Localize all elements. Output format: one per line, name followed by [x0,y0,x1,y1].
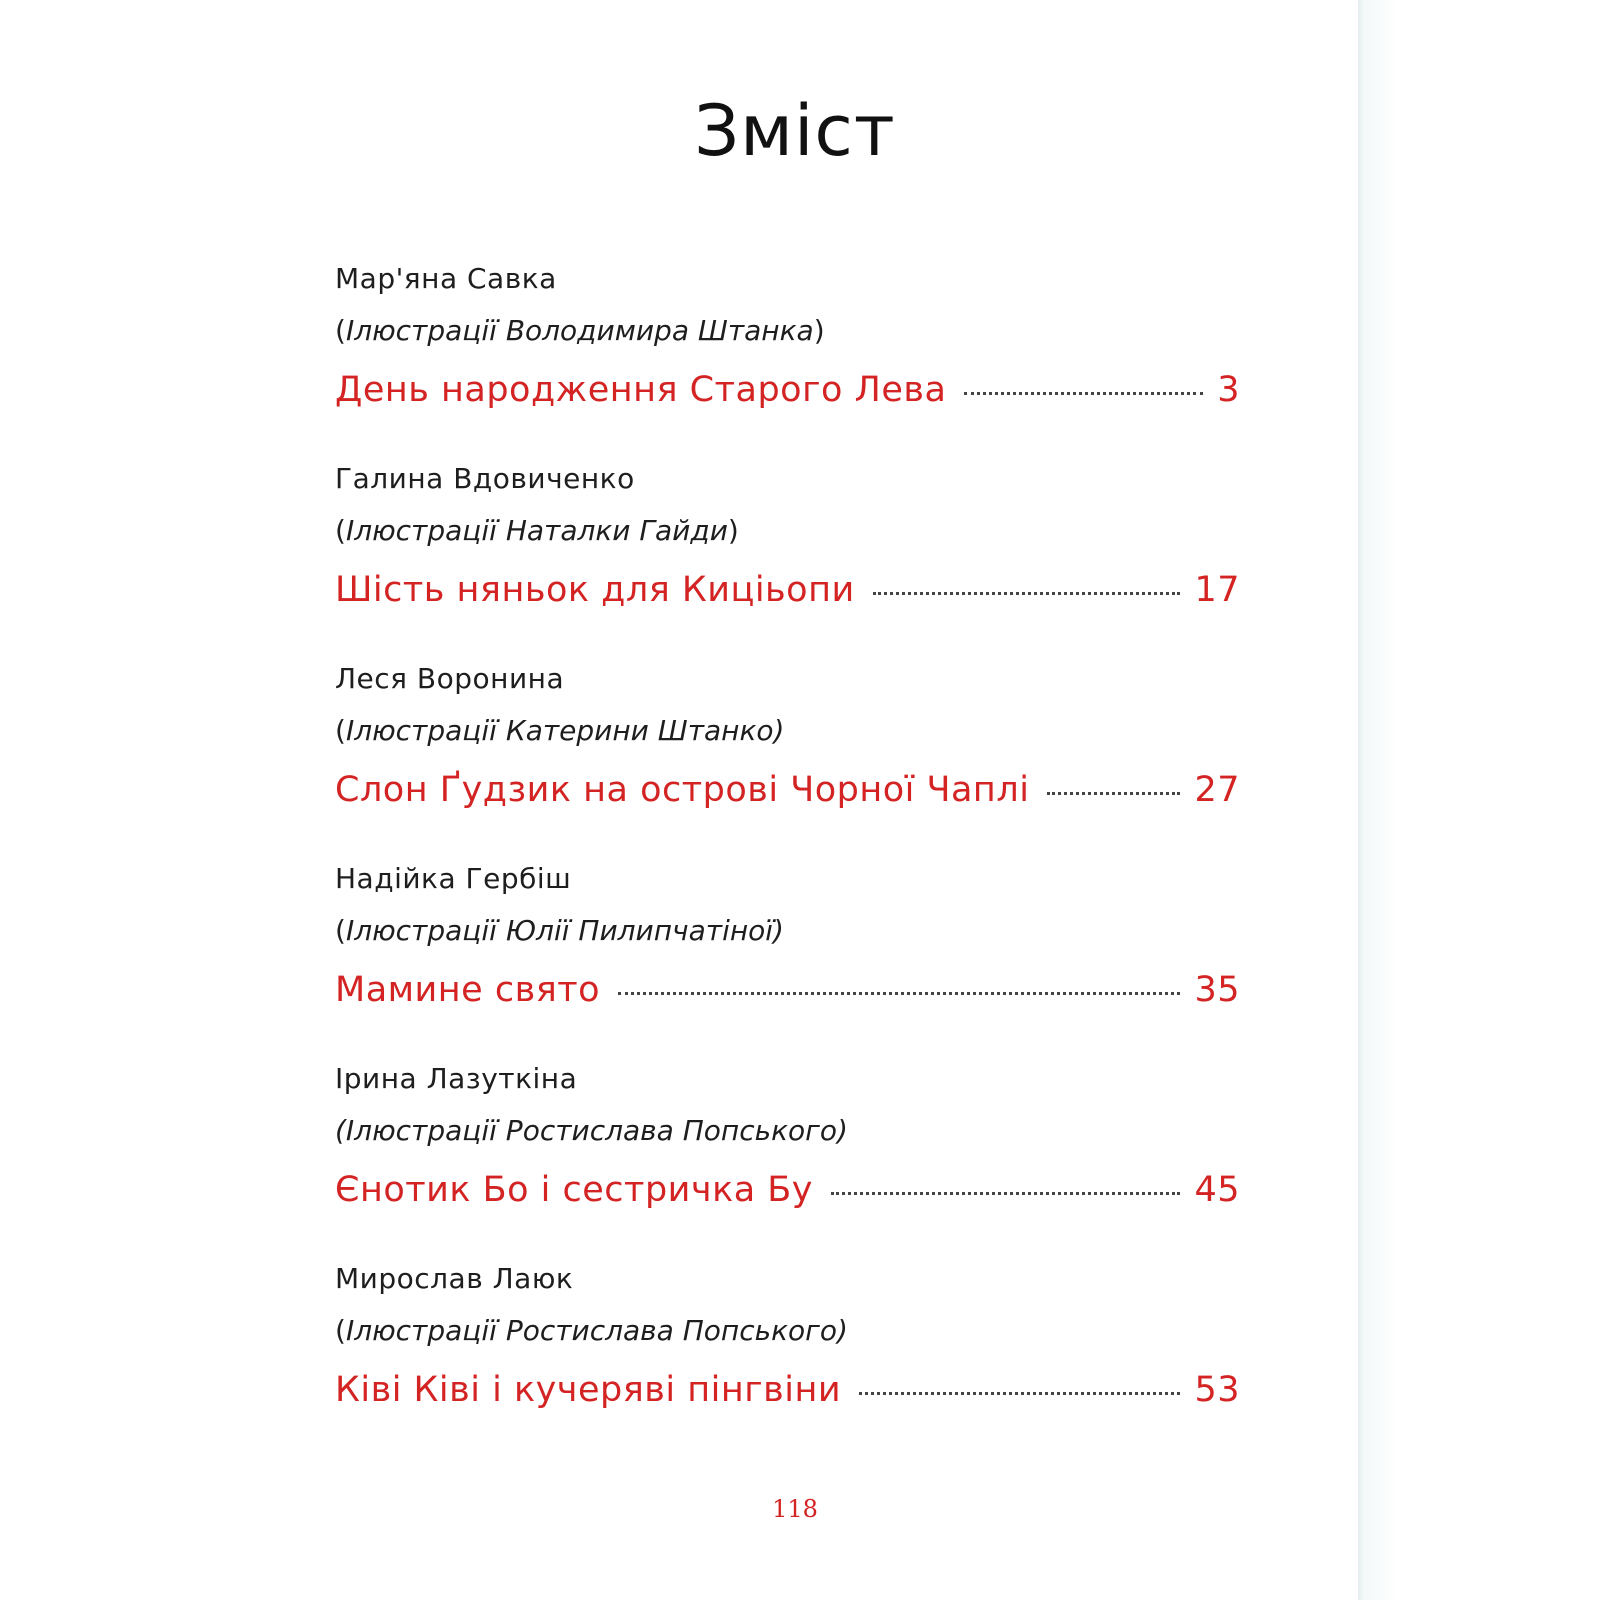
illustrator-credit: Ілюстрації Ростислава Попського) [345,1314,848,1347]
toc-page-number: 53 [1194,1370,1240,1410]
dot-leader [859,1391,1180,1395]
toc-story-title[interactable]: Шість няньок для Киціьопи [335,570,855,610]
paren-open: ( [335,1314,346,1347]
toc-story-line[interactable] [335,567,1240,613]
paren-open: ( [335,314,346,347]
toc-author: Надійка Гербіш [335,862,572,895]
toc-entry [335,261,1240,413]
toc-entry [335,661,1240,813]
toc-illustrator [335,513,1240,549]
toc-story-line[interactable] [335,767,1240,813]
illustrator-credit: (Ілюстрації Ростислава Попського) [335,1114,848,1147]
toc-story-title[interactable]: Слон Ґудзик на острові Чорної Чаплі [335,770,1030,810]
toc-illustrator [335,913,1240,949]
dot-leader [873,591,1181,595]
toc-entry [335,861,1240,1013]
toc-story-line[interactable] [335,1167,1240,1213]
toc-story-title[interactable]: День народження Старого Лева [335,370,947,410]
dot-leader [618,991,1180,995]
toc-illustrator [335,313,1240,349]
toc-author: Галина Вдовиченко [335,462,635,495]
toc-story-line[interactable] [335,1367,1240,1413]
dot-leader [964,391,1203,395]
illustrator-credit: Ілюстрації Юлії Пилипчатіної) [345,914,784,947]
toc-illustrator [335,1313,1240,1349]
toc-entry [335,461,1240,613]
toc-author: Мирослав Лаюк [335,1262,574,1295]
toc-page-number: 27 [1194,770,1240,810]
toc-story-title[interactable]: Ківі Ківі і кучеряві пінгвіни [335,1370,842,1410]
page-number: 118 [772,1495,818,1523]
toc-author: Мар'яна Савка [335,262,557,295]
paren-open: ( [335,714,346,747]
paren-open: ( [335,514,346,547]
toc-story-line[interactable] [335,367,1240,413]
toc-illustrator [335,1113,1240,1149]
toc-page-number: 35 [1194,970,1240,1010]
paren-close: ) [813,314,825,347]
toc-author: Леся Воронина [335,662,565,695]
illustrator-credit: Ілюстрації Володимира Штанка [345,314,814,347]
page-edge [1358,0,1600,1600]
paren-open: ( [335,914,346,947]
page-title: Зміст [694,90,896,172]
illustrator-credit: Ілюстрації Наталки Гайди [345,514,728,547]
toc-page-number: 17 [1194,570,1240,610]
toc-entry [335,1061,1240,1213]
illustrator-credit: Ілюстрації Катерини Штанко) [345,714,785,747]
toc-story-line[interactable] [335,967,1240,1013]
dot-leader [1047,791,1180,795]
toc-page-number: 3 [1217,370,1240,410]
toc-entry [335,1261,1240,1413]
dot-leader [831,1191,1180,1195]
toc-story-title[interactable]: Мамине свято [335,970,601,1010]
paren-close: ) [727,514,739,547]
toc-illustrator [335,713,1240,749]
toc-page-number: 45 [1194,1170,1240,1210]
toc-author: Ірина Лазуткіна [335,1062,578,1095]
toc-story-title[interactable]: Єнотик Бо і сестричка Бу [335,1170,814,1210]
